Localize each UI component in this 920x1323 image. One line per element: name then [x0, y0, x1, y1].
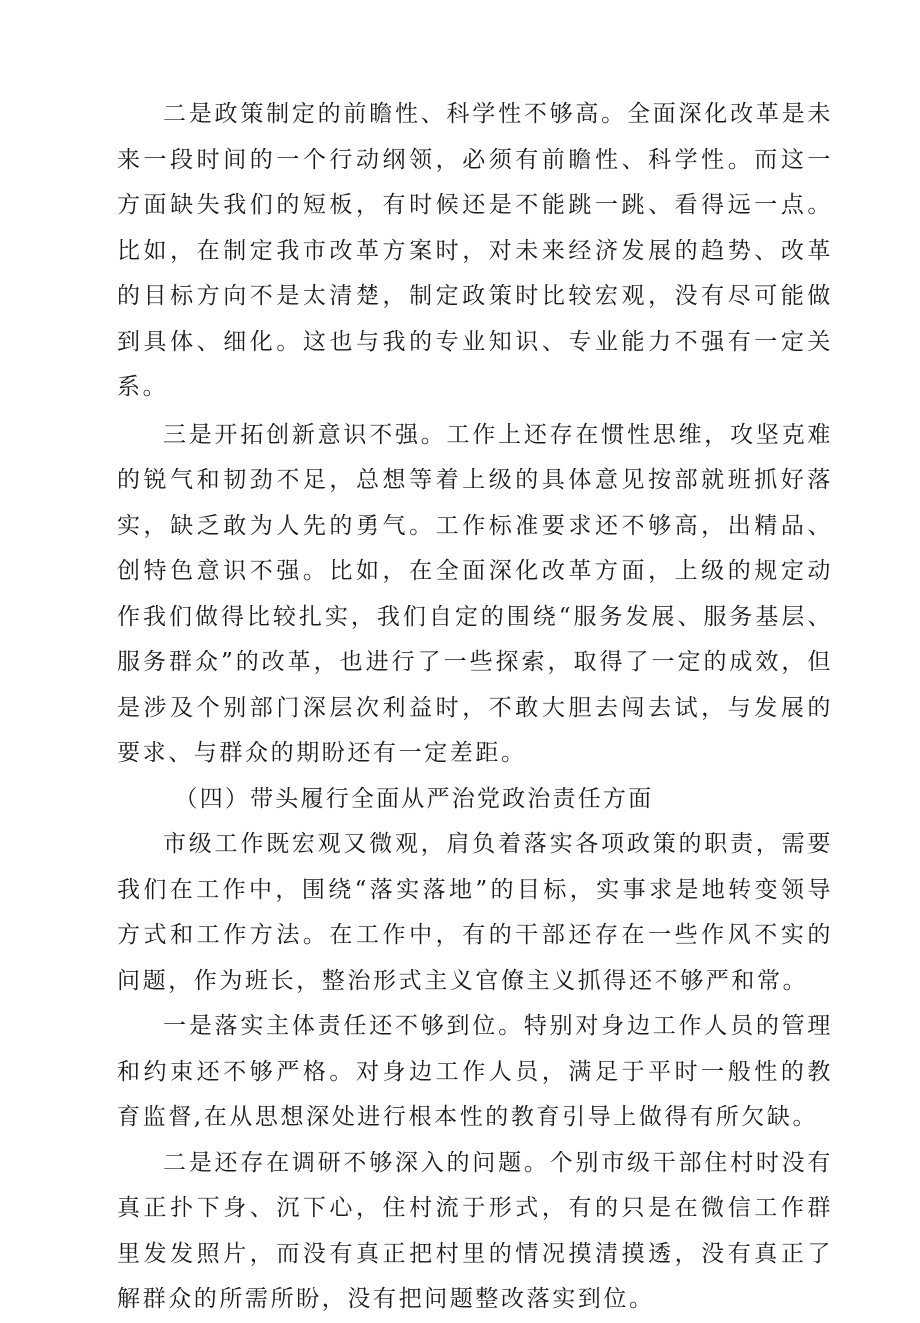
- paragraph-policy-foresight: 二是政策制定的前瞻性、科学性不够高。全面深化改革是未来一段时间的一个行动纲领，必须有前瞻性、科学性。而这一方面缺失我们的短板，有时候还是不能跳一跳、看得远一点。比如，在制定我市改革方案时，对未来经济发展的趋势、改革的目标方向不是太清楚，制定政策时比较宏观，没有尽可能做到具体、细化。这也与我的专业知识、专业能力不强有一定关系。: [117, 101, 833, 400]
- paragraph-research: 二是还存在调研不够深入的问题。个别市级干部住村时没有真正扑下身、沉下心，住村流于形式，有的只是在微信工作群里发发照片，而没有真正把村里的情况摸清摸透，没有真正了解群众的所需所盼，没有把问题整改落实到位。: [117, 1149, 833, 1312]
- document-body: [117, 92, 833, 1323]
- paragraph-city-work: 市级工作既宏观又微观，肩负着落实各项政策的职责，需要我们在工作中，围绕“落实落地”的目标，实事求是地转变领导方式和工作方法。在工作中，有的干部还存在一些作风不实的问题，作为班长，整治形式主义官僚主义抓得还不够严和常。: [117, 831, 833, 994]
- paragraph-responsibility: 一是落实主体责任还不够到位。特别对身边工作人员的管理和约束还不够严格。对身边工作人员，满足于平时一般性的教育监督,在从思想深处进行根本性的教育引导上做得有所欠缺。: [117, 1013, 833, 1130]
- paragraph-innovation: 三是开拓创新意识不强。工作上还存在惯性思维，攻坚克难的锐气和韧劲不足，总想等着上级的具体意见按部就班抓好落实，缺乏敢为人先的勇气。工作标准要求还不够高，出精品、创特色意识不强。比如，在全面深化改革方面，上级的规定动作我们做得比较扎实，我们自定的围绕“服务发展、服务基层、服务群众”的改革，也进行了一些探索，取得了一定的成效，但是涉及个别部门深层次利益时，不敢大胆去闯去试，与发展的要求、与群众的期盼还有一定差距。: [117, 421, 833, 766]
- section-heading-four: （四）带头履行全面从严治党政治责任方面: [174, 785, 654, 812]
